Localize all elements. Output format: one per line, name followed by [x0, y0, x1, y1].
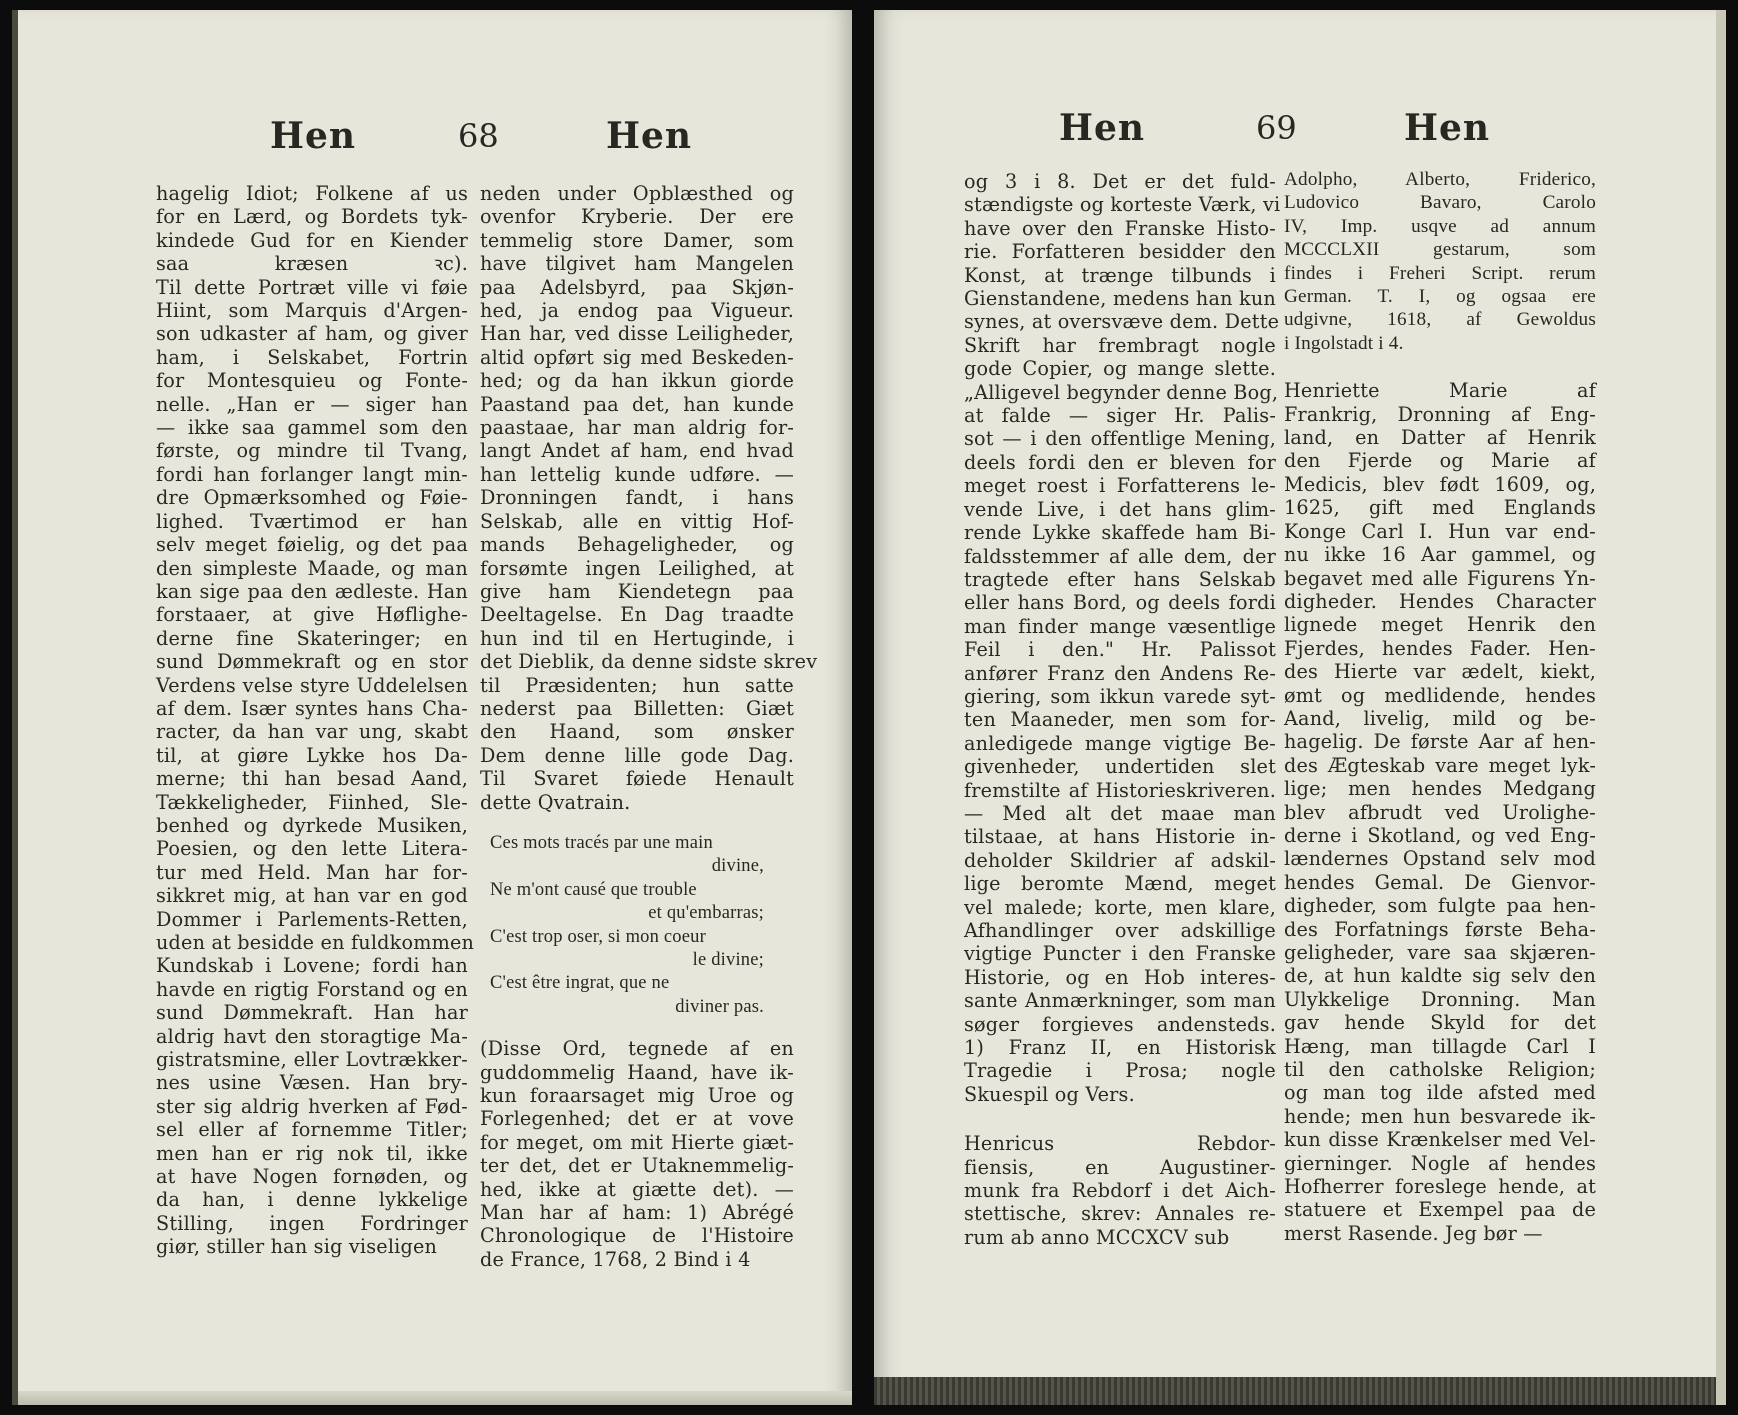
text-line: Ulykkelige Dronning. Man [1284, 987, 1596, 1011]
text-line: ter det, det er Utaknemmelig- [480, 1154, 794, 1178]
text-line: havde en rigtig Forstand og en [156, 977, 468, 1001]
text-line: fordi han forlanger langt min- [156, 462, 468, 486]
verse-line: C'est trop oser, si mon coeur [490, 926, 706, 947]
text-line: — ikke saa gammel som den [156, 416, 468, 440]
text-line: Medicis, blev født 1609, og, [1284, 472, 1596, 496]
right-column-2 [1284, 168, 1596, 1245]
text-line: merne; thi han besad Aand, [156, 767, 468, 791]
text-line: hed; og da han ikkun giorde [480, 369, 794, 393]
text-line: tur med Held. Man har for- [156, 860, 468, 884]
entry-henricus [964, 1132, 1276, 1249]
text-line: German. T. I, og ogsaa ere [1284, 286, 1596, 308]
text-line: altid opført sig med Beskeden- [480, 345, 794, 369]
text-line: gode Copier, og mange slette. [964, 357, 1276, 381]
text-line: Feil i den." Hr. Palissot [964, 638, 1276, 662]
text-line: Verdens velse styre Uddelelsen [156, 673, 468, 697]
text-line: rum ab anno MCCXCV sub [964, 1225, 1230, 1249]
left-page [12, 10, 852, 1405]
text-line: Kundskab i Lovene; fordi han [156, 954, 468, 978]
text-line: stettische, skrev: Annales re- [964, 1202, 1276, 1226]
text-line: Afhandlinger over adskillige [964, 919, 1276, 942]
text-line: tilstaae, at hans Historie in- [964, 825, 1276, 849]
text-line: han lettelig kunde udføre. — [480, 462, 794, 486]
text-line: nes usine Væsen. Han bry- [156, 1071, 468, 1095]
text-line: lighed. Tværtimod er han [156, 509, 468, 533]
left-column-2 [480, 182, 818, 1271]
right-column-1 [964, 170, 1281, 1249]
text-line: selv meget føielig, og det paa [156, 533, 468, 557]
text-line: paastaae, har man aldrig for- [480, 416, 794, 440]
text-line: dre Opmærksomhed og Føie- [156, 486, 468, 510]
text-line: hun ind til en Hertuginde, i [480, 626, 794, 650]
text-line: racter, da han var ung, skabt [156, 720, 468, 744]
text-line: lige beromte Mænd, meget [964, 872, 1276, 896]
text-line: de, at hun kaldte sig selv den [1284, 964, 1596, 988]
text-line: Chronologique de l'Histoire [480, 1224, 794, 1248]
text-line: dette Qvatrain. [480, 790, 631, 814]
text-line: 1) Franz II, en Historisk [964, 1036, 1276, 1060]
text-line: sikkret mig, at han var en god [156, 884, 468, 908]
text-line: aldrig havt den storagtige Ma- [156, 1024, 468, 1048]
text-line: Fjerdes, hendes Fader. Hen- [1284, 636, 1596, 660]
text-line: hed, ikke at giætte det). — [480, 1177, 794, 1201]
text-line: des Ægteskab vare meget lyk- [1284, 753, 1596, 777]
text-line: sund Dømmekraft og en stor [156, 650, 468, 674]
text-line: sund Dømmekraft. Han har [156, 1001, 468, 1025]
entry-henriette-marie [1284, 379, 1596, 1245]
running-head-right: Hen [606, 115, 693, 157]
text-line: guddommelig Haand, have ik- [480, 1060, 794, 1084]
text-line: ham, i Selskabet, Fortrin [156, 345, 468, 369]
text-line: give ham Kiendetegn paa [480, 579, 794, 603]
text-line: Konst, at trænge tilbunds i [964, 263, 1276, 287]
text-line: Han har, ved disse Leiligheder, [480, 322, 794, 346]
text-line: kindede Gud for en Kiender [156, 228, 468, 252]
text-line: Man har af ham: 1) Abrégé [480, 1201, 794, 1225]
text-line: uden at besidde en fuldkommen [156, 931, 475, 954]
text-line: at falde — siger Hr. Palis- [964, 404, 1276, 428]
prose-block [480, 182, 818, 814]
text-line: son udkaster af ham, og giver [156, 322, 468, 346]
text-line: Poesien, og den lette Litera- [156, 837, 468, 861]
text-line: hagelig Idiot; Folkene af us [156, 182, 468, 205]
text-line: temmelig store Damer, som [480, 228, 794, 252]
text-line: og 3 i 8. Det er det fuld- [964, 170, 1276, 193]
text-line: de France, 1768, 2 Bind i 4 [480, 1247, 751, 1271]
text-line: munk fra Rebdorf i det Aich- [964, 1179, 1276, 1203]
text-line: 1625, gift med Englands [1284, 496, 1596, 520]
text-line: blev afbrudt ved Urolighe- [1284, 800, 1596, 824]
text-line: fiensis, en Augustiner- [964, 1155, 1276, 1179]
text-line: deholder Skildrier af adskil- [964, 848, 1276, 872]
left-column-1 [156, 182, 475, 1259]
text-line: Historie, og en Hob interes- [964, 965, 1276, 989]
text-line: giør, stiller han sig viseligen [156, 1235, 438, 1259]
text-line: IV, Imp. usqve ad annum [1284, 215, 1596, 237]
text-line: hende; men hun besvarede ik- [1284, 1104, 1596, 1128]
text-line: merst Rasende. Jeg bør — [1284, 1221, 1543, 1245]
prose-block-after [480, 1037, 794, 1271]
running-head-left: Hen [1059, 107, 1146, 149]
verse-line: Ces mots tracés par une main [490, 832, 713, 853]
text-line: Dronningen fandt, i hans [480, 486, 794, 510]
text-line: gav hende Skyld for det [1284, 1011, 1596, 1035]
text-line: — Med alt det maae man [964, 801, 1276, 825]
prose-block [1284, 168, 1596, 355]
text-line: og man tog ilde afsted med [1284, 1081, 1596, 1105]
text-line: Frankrig, Dronning af Eng- [1284, 402, 1596, 426]
text-line: (Disse Ord, tegnede af en [480, 1037, 794, 1061]
text-line: til Præsidenten; hun satte [480, 673, 794, 697]
text-line: den Fjerde og Marie af [1284, 449, 1596, 473]
text-line: sot — i den offentlige Mening, [964, 427, 1276, 451]
text-line: anfører Franz den Andens Re- [964, 661, 1276, 685]
text-line: Til dette Portræt ville vi føie [156, 275, 468, 299]
text-line: Deeltagelse. En Dag traadte [480, 603, 794, 627]
text-line: geligheder, vare saa skjæren- [1284, 941, 1596, 964]
text-line: til den catholske Religion; [1284, 1058, 1596, 1082]
text-line: Dem denne lille gode Dag. [480, 743, 794, 767]
text-line: Hofherrer foreslege hende, at [1284, 1175, 1596, 1199]
text-line: Henriette Marie af [1284, 379, 1596, 403]
text-line: i Ingolstadt i 4. [1284, 332, 1404, 354]
text-line: Ludovico Bavaro, Carolo [1284, 192, 1596, 214]
text-line: stændigste og korteste Værk, vi [964, 193, 1281, 217]
text-line: synes, at oversvæve dem. Dette [964, 310, 1280, 334]
text-line: Adolpho, Alberto, Friderico, [1284, 169, 1596, 190]
page-number: 69 [1256, 109, 1297, 147]
running-head-left: Hen [270, 115, 357, 157]
text-line: have tilgivet ham Mangelen [480, 252, 794, 276]
text-line: eller hans Bord, og deels fordi [964, 591, 1276, 615]
verse-line: C'est être ingrat, que ne [490, 973, 670, 994]
text-line: hagelig. De første Aar af hen- [1284, 730, 1596, 754]
text-line: gierninger. Nogle af hendes [1284, 1151, 1596, 1175]
text-line: langt Andet af ham, end hvad [480, 439, 794, 463]
text-line: Tækkeligheder, Fiinhed, Sle- [156, 790, 468, 814]
text-line: udgivne, 1618, af Gewoldus [1284, 309, 1596, 331]
text-line: faldsstemmer af alle dem, der [964, 544, 1276, 568]
text-line: land, en Datter af Henrik [1284, 426, 1596, 450]
text-line: Tragedie i Prosa; nogle [964, 1059, 1276, 1083]
text-line: lignede meget Henrik den [1284, 613, 1596, 637]
text-line: Gienstandene, medens han kun [964, 287, 1276, 311]
text-line: den simpleste Maade, og man [156, 556, 468, 580]
text-line: den Haand, som ønsker [480, 720, 794, 744]
text-line: lændernes Opstand selv mod [1284, 847, 1596, 871]
text-line: ømt og medlidende, hendes [1284, 683, 1596, 707]
text-line: neden under Opblæsthed og [480, 182, 794, 205]
text-line: men han er rig nok til, ikke [156, 1141, 468, 1165]
text-line: derne i Skotland, og ved Eng- [1284, 823, 1596, 847]
page-number: 68 [458, 117, 499, 155]
text-line: digheder. Hendes Character [1284, 589, 1596, 613]
text-line: nelle. „Han er — siger han [156, 392, 468, 416]
text-line: ten Maaneder, men som for- [964, 708, 1276, 732]
text-line: kun disse Krænkelser med Vel- [1284, 1128, 1596, 1152]
text-line: det Dieblik, da denne sidste skrev [480, 650, 818, 674]
text-line: deels fordi den er bleven for [964, 450, 1276, 474]
page-header [18, 115, 852, 165]
text-line: Henricus Rebdor- [964, 1132, 1276, 1156]
text-line: saa kræsen ꝛc). [156, 252, 468, 276]
text-line: Hiint, som Marquis d'Argen- [156, 299, 468, 323]
text-line: Til Svaret føiede Henault [480, 767, 794, 791]
text-line: tragtede efter hans Selskab [964, 567, 1276, 591]
text-line: forsømte ingen Leilighed, at [480, 556, 794, 580]
text-line: vel malede; korte, men klare, [964, 895, 1276, 919]
text-line: Selskab, alle en vittig Hof- [480, 509, 794, 533]
verse-line: et qu'embarras; [648, 903, 764, 924]
text-line: rende Lykke skaffede ham Bi- [964, 521, 1276, 545]
text-line: benhed og dyrkede Musiken, [156, 813, 468, 837]
text-line: hendes Gemal. De Gienvor- [1284, 870, 1596, 894]
text-line: ster sig aldrig hverken af Fød- [156, 1094, 468, 1118]
text-line: Paastand paa det, han kunde [480, 392, 794, 416]
text-line: meget roest i Forfatterens le- [964, 474, 1276, 498]
spacer [964, 1106, 1276, 1132]
text-line: da han, i denne lykkelige [156, 1188, 468, 1212]
verse-quatrain [480, 832, 794, 1019]
text-line: for meget, om mit Hierte giæt- [480, 1130, 794, 1154]
text-line: des Forfatnings første Beha- [1284, 917, 1596, 941]
text-line: at have Nogen fornøden, og [156, 1165, 468, 1189]
text-line: statuere et Exempel paa de [1284, 1198, 1596, 1222]
text-line: Dommer i Parlements-Retten, [156, 907, 468, 931]
page-header [874, 107, 1716, 165]
text-line: digheder, som fulgte paa hen- [1284, 894, 1596, 918]
text-line: søger forgieves andensteds. [964, 1012, 1276, 1036]
text-line: Skrift har frembragt nogle [964, 333, 1276, 357]
text-line: lige; men hendes Medgang [1284, 777, 1596, 801]
text-line: kan sige paa den ædleste. Han [156, 579, 468, 603]
text-line: sante Anmærkninger, som man [964, 989, 1276, 1013]
verse-line: divine, [711, 856, 764, 877]
text-line: findes i Freheri Script. rerum [1284, 262, 1596, 284]
text-line: vigtige Puncter i den Franske [964, 942, 1276, 966]
text-line: Aand, livelig, mild og be- [1284, 706, 1596, 730]
text-line: forstaaer, at give Høflighe- [156, 603, 468, 627]
text-line: fremstilte af Historieskriveren. [964, 778, 1276, 802]
text-line: vende Live, i det hans glim- [964, 497, 1276, 521]
text-line: anledigede mange vigtige Be- [964, 731, 1276, 755]
text-line: derne fine Skateringer; en [156, 626, 468, 650]
running-head-right: Hen [1404, 107, 1491, 149]
spacer [480, 1019, 794, 1037]
text-line: af dem. Især syntes hans Cha- [156, 696, 468, 720]
text-line: mands Behageligheder, og [480, 533, 794, 557]
verse-line: Ne m'ont causé que trouble [490, 879, 697, 900]
text-line: sel eller af fornemme Titler; [156, 1118, 468, 1142]
text-line: Hæng, man tillagde Carl I [1284, 1034, 1596, 1058]
spacer [1284, 355, 1596, 379]
text-line: MCCCLXII gestarum, som [1284, 239, 1596, 261]
text-line: til, at giøre Lykke hos Da- [156, 743, 468, 767]
text-line: ovenfor Kryberie. Der ere [480, 205, 794, 229]
text-line: givenheder, undertiden slet [964, 755, 1276, 779]
text-line: nederst paa Billetten: Giæt [480, 696, 794, 720]
text-line: gistratsmine, eller Lovtrækker- [156, 1048, 468, 1072]
text-line: Stilling, ingen Fordringer [156, 1211, 468, 1235]
text-line: man finder mange væsentlige [964, 614, 1276, 638]
text-line: for en Lærd, og Bordets tyk- [156, 205, 468, 229]
text-line: Forlegenhed; det er at vove [480, 1107, 794, 1131]
text-line: des Hierte var ædelt, kiekt, [1284, 660, 1596, 684]
prose-block [964, 170, 1281, 1106]
spacer [480, 814, 794, 832]
text-line: for Montesquieu og Fonte- [156, 369, 468, 393]
text-line: rie. Forfatteren besidder den [964, 240, 1276, 264]
verse-line: diviner pas. [675, 996, 764, 1017]
text-line: første, og mindre til Tvang, [156, 439, 468, 463]
text-line: hed, ja endog paa Vigueur. [480, 299, 794, 323]
text-line: begavet med alle Figurens Yn- [1284, 566, 1596, 590]
text-line: Konge Carl I. Hun var end- [1284, 519, 1596, 543]
text-line: kun foraarsaget mig Uroe og [480, 1084, 794, 1108]
text-line: have over den Franske Histo- [964, 216, 1276, 240]
text-line: nu ikke 16 Aar gammel, og [1284, 543, 1596, 567]
verse-line: le divine; [692, 950, 764, 970]
right-page [874, 10, 1726, 1405]
text-line: „Alligevel begynder denne Bog, [964, 380, 1279, 404]
text-line: giering, som ikkun varede syt- [964, 684, 1276, 708]
text-line: Skuespil og Vers. [964, 1082, 1135, 1106]
text-line: paa Adelsbyrd, paa Skjøn- [480, 275, 794, 299]
